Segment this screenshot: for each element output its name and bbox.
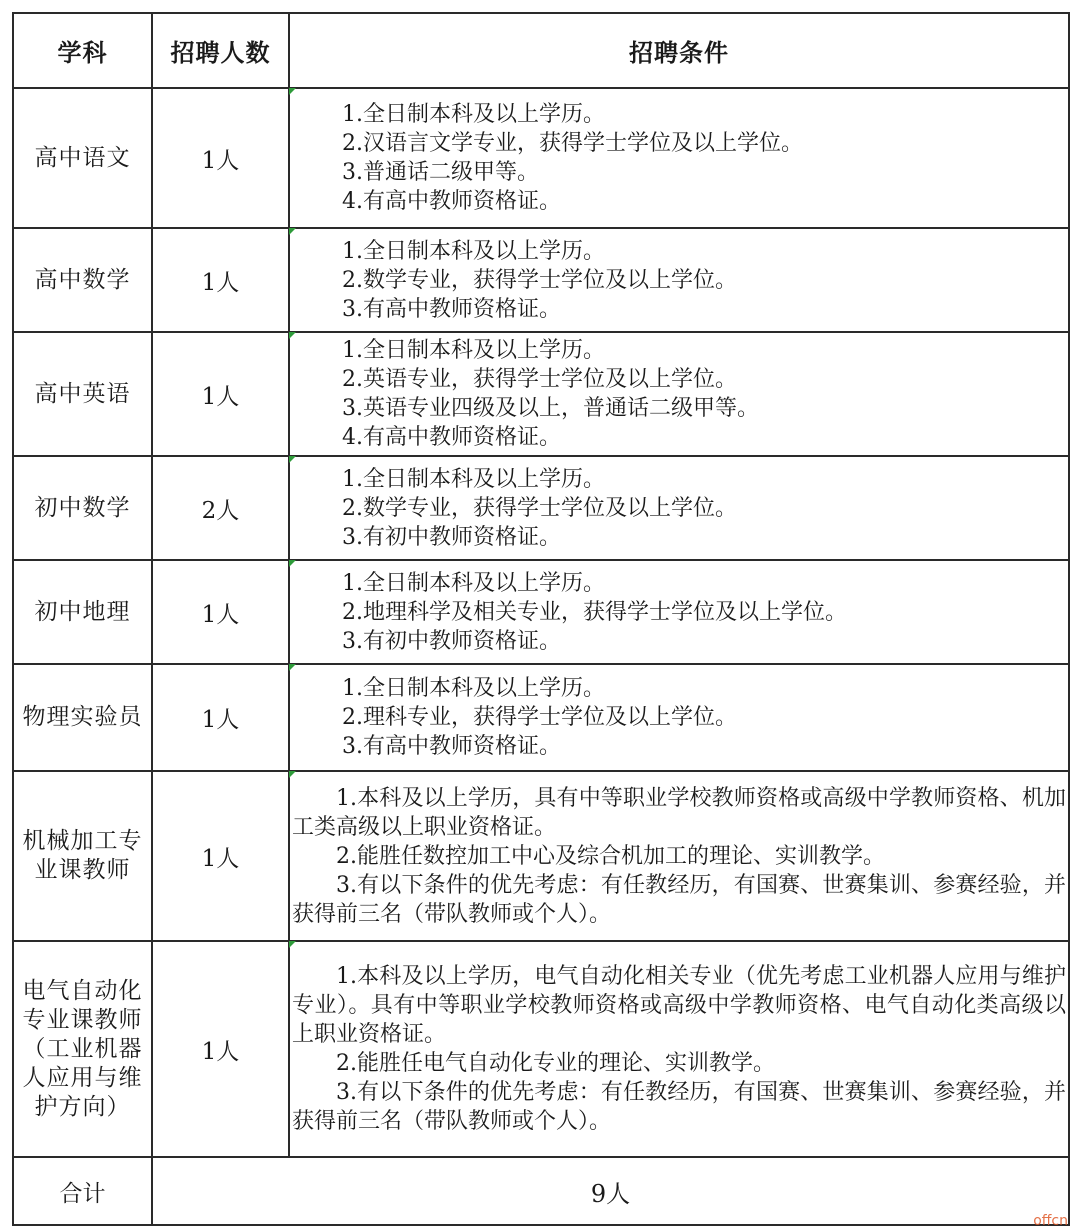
recruitment-table	[12, 12, 1070, 1226]
requirements-cell	[289, 332, 1069, 456]
cell-comment-marker	[289, 941, 296, 948]
subject-cell: 高中英语	[13, 332, 152, 456]
table-row	[13, 456, 1069, 560]
requirements-cell	[289, 560, 1069, 664]
watermark-logo: offcn	[1033, 1213, 1068, 1229]
requirement-item: 3.有初中教师资格证。	[342, 628, 561, 654]
count-cell: 1人	[152, 664, 289, 771]
subject-cell: 高中数学	[13, 228, 152, 332]
requirements-cell	[289, 771, 1069, 941]
subject-cell: 初中地理	[13, 560, 152, 664]
requirement-item: 2.数学专业，获得学士学位及以上学位。	[342, 495, 737, 521]
requirement-item: 1.全日制本科及以上学历。	[342, 338, 605, 363]
table-row	[13, 941, 1069, 1157]
total-row	[13, 1157, 1069, 1225]
count-cell: 1人	[152, 228, 289, 332]
header-count: 招聘人数	[152, 13, 289, 88]
requirement-item: 2.汉语言文学专业，获得学士学位及以上学位。	[342, 131, 803, 156]
count-cell: 1人	[152, 560, 289, 664]
requirement-item: 2.能胜任电气自动化专业的理论、实训教学。	[336, 1051, 775, 1076]
count-cell: 2人	[152, 456, 289, 560]
requirements-cell	[289, 228, 1069, 332]
requirement-item: 3.有初中教师资格证。	[342, 524, 561, 550]
requirements-cell	[289, 88, 1069, 228]
requirements-cell	[289, 456, 1069, 560]
cell-comment-marker	[289, 456, 296, 463]
requirement-item: 2.能胜任数控加工中心及综合机加工的理论、实训教学。	[336, 843, 885, 869]
header-requirements: 招聘条件	[289, 13, 1069, 88]
requirement-item: 4.有高中教师资格证。	[342, 189, 561, 214]
subject-cell: 初中数学	[13, 456, 152, 560]
total-value: 9人	[152, 1157, 1069, 1225]
requirement-item: 1.全日制本科及以上学历。	[342, 676, 605, 701]
table-row	[13, 88, 1069, 228]
cell-comment-marker	[289, 664, 296, 671]
requirement-item: 3.有以下条件的优先考虑：有任教经历，有国赛、世赛集训、参赛经验，并获得前三名（带队教师或个人）。	[292, 1080, 1066, 1134]
requirement-item: 1.全日制本科及以上学历。	[342, 466, 605, 492]
requirement-item: 3.有高中教师资格证。	[342, 734, 561, 759]
requirement-item: 1.全日制本科及以上学历。	[342, 570, 605, 596]
requirements-cell	[289, 941, 1069, 1157]
requirement-item: 2.数学专业，获得学士学位及以上学位。	[342, 267, 737, 293]
count-cell: 1人	[152, 88, 289, 228]
table-row	[13, 228, 1069, 332]
requirement-item: 1.本科及以上学历，具有中等职业学校教师资格或高级中学教师资格、机加工类高级以上职业资格证。	[292, 785, 1066, 840]
requirement-item: 3.有高中教师资格证。	[342, 296, 561, 322]
count-cell: 1人	[152, 941, 289, 1157]
requirement-item: 2.英语专业，获得学士学位及以上学位。	[342, 367, 737, 392]
table-row	[13, 664, 1069, 771]
requirement-item: 3.英语专业四级及以上，普通话二级甲等。	[342, 396, 759, 421]
cell-comment-marker	[289, 771, 296, 778]
table-row	[13, 560, 1069, 664]
subject-cell: 机械加工专业课教师	[13, 771, 152, 941]
requirements-cell	[289, 664, 1069, 771]
requirement-item: 2.理科专业，获得学士学位及以上学位。	[342, 705, 737, 730]
requirement-item: 4.有高中教师资格证。	[342, 425, 561, 450]
requirement-item: 1.全日制本科及以上学历。	[342, 102, 605, 127]
subject-cell: 高中语文	[13, 88, 152, 228]
requirement-item: 3.有以下条件的优先考虑：有任教经历，有国赛、世赛集训、参赛经验，并获得前三名（带队教师或个人）。	[292, 872, 1066, 927]
requirement-item: 1.本科及以上学历，电气自动化相关专业（优先考虑工业机器人应用与维护专业）。具有中等职业学校教师资格或高级中学教师资格、电气自动化类高级以上职业资格证。	[292, 964, 1066, 1047]
requirement-item: 2.地理科学及相关专业，获得学士学位及以上学位。	[342, 599, 847, 625]
cell-comment-marker	[289, 332, 296, 339]
total-label: 合计	[13, 1157, 152, 1225]
count-cell: 1人	[152, 332, 289, 456]
cell-comment-marker	[289, 560, 296, 567]
header-row	[13, 13, 1069, 88]
cell-comment-marker	[289, 228, 296, 235]
cell-comment-marker	[289, 88, 296, 95]
table-row	[13, 771, 1069, 941]
subject-cell: 电气自动化专业课教师（工业机器人应用与维护方向）	[13, 941, 152, 1157]
table-row	[13, 332, 1069, 456]
header-subject: 学科	[13, 13, 152, 88]
requirement-item: 3.普通话二级甲等。	[342, 160, 539, 185]
requirement-item: 1.全日制本科及以上学历。	[342, 238, 605, 264]
subject-cell: 物理实验员	[13, 664, 152, 771]
count-cell: 1人	[152, 771, 289, 941]
